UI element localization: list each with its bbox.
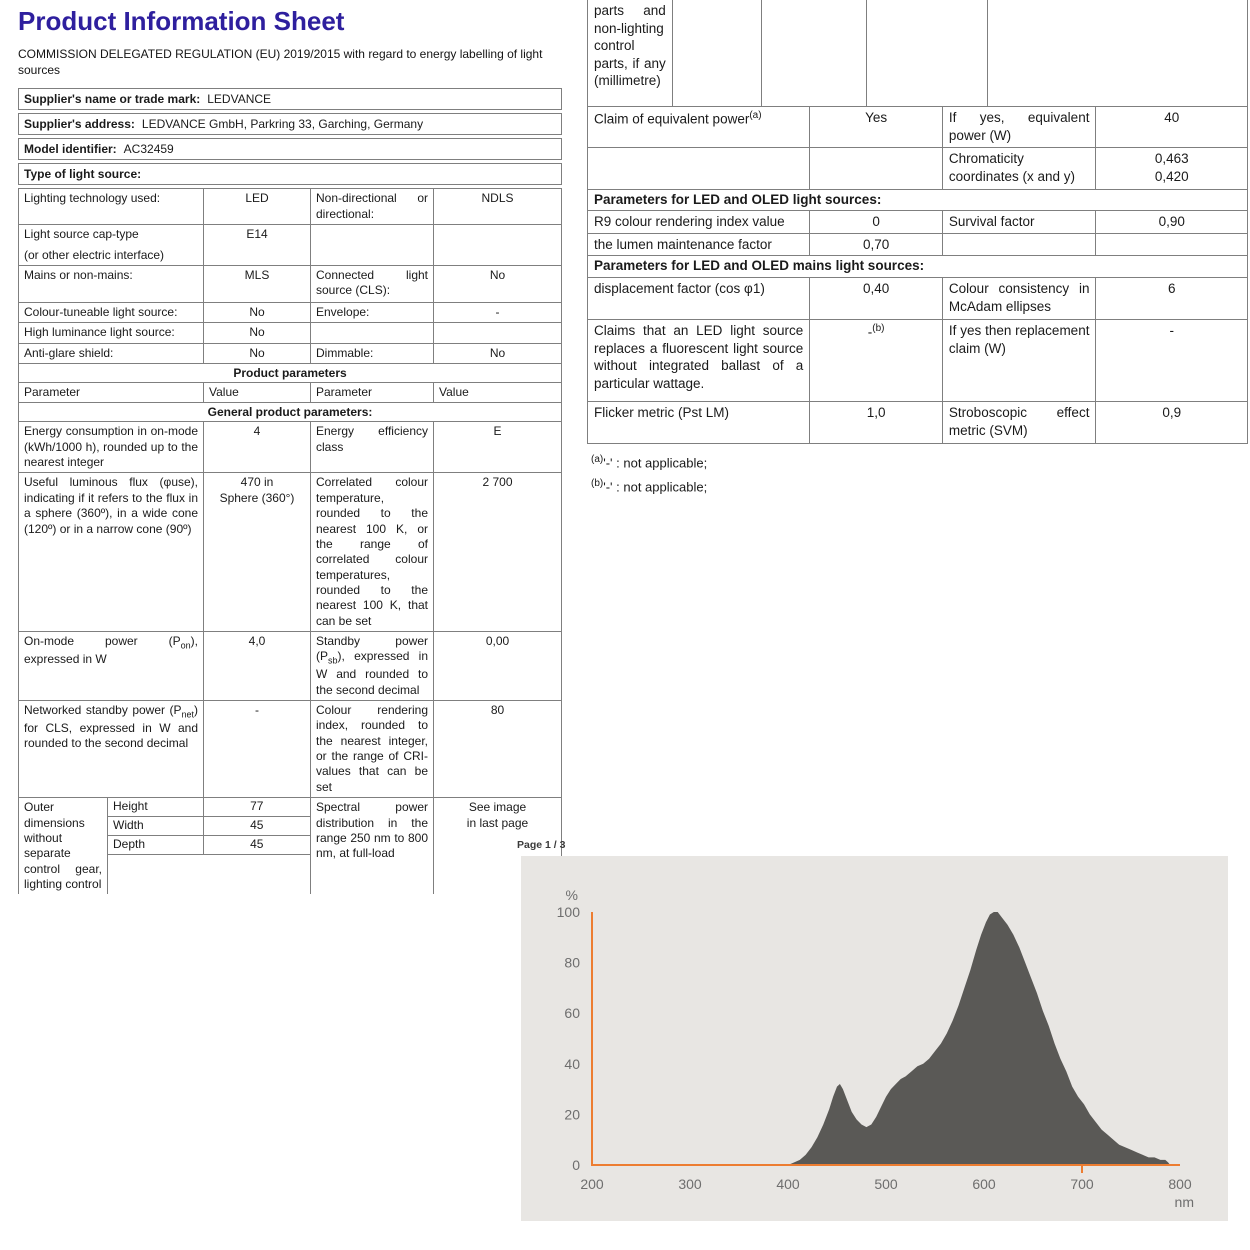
value-cell: E [493, 424, 502, 439]
table-row [588, 148, 1247, 190]
supplier-address-row [18, 113, 562, 135]
value-cell: - [495, 304, 500, 319]
footnote-a [591, 451, 1248, 475]
footnote-b [591, 475, 1248, 499]
param-cell: Colour-tuneable light source: [19, 303, 204, 322]
empty-cell [988, 0, 1247, 106]
cell-text-fragment: ) for CLS, expressed in W and rounded to the second decimal [24, 703, 198, 751]
value-cell: 0,00 [485, 634, 510, 649]
x-tick-label: 600 [972, 1176, 996, 1192]
cell-text-fragment: (or other electric interface) [24, 247, 165, 262]
value-cell: MLS [204, 266, 311, 302]
value-cell [1096, 148, 1247, 189]
value-cell: 0,90 [1158, 214, 1185, 229]
page-1 [18, 6, 562, 894]
value-cell: 1,0 [810, 402, 943, 443]
param-cell [19, 225, 204, 265]
param-cell: Spectral power distribution in the range 250 nm to 800 nm, at full-load [311, 798, 434, 894]
value-cell: 6 [1167, 281, 1176, 297]
table-row [19, 189, 561, 225]
table-row [588, 107, 1247, 148]
product-parameters-table [18, 188, 562, 894]
spd-area [788, 912, 1170, 1165]
subscript: net [181, 709, 194, 720]
param-cell: Colour rendering index, rounded to the nearest integer, or the range of CRI-values that can be set [311, 701, 434, 797]
subscript: sb [328, 655, 338, 666]
footnote-text: '-' : not applicable; [603, 455, 708, 471]
section-header-row [19, 364, 561, 383]
page-2 [587, 0, 1248, 499]
y-tick-label: 100 [556, 904, 580, 920]
cell-text-fragment: - [867, 324, 873, 340]
cell-text-fragment: 470 in [240, 475, 274, 490]
param-cell: Mains or non-mains: [19, 266, 204, 302]
value-cell: E14 [204, 225, 311, 265]
superscript: (a) [749, 110, 762, 121]
table-row [19, 701, 561, 798]
param-cell: Anti-glare shield: [19, 344, 204, 363]
supplier-name-value: LEDVANCE [207, 92, 272, 107]
dimension-value: 45 [250, 818, 264, 833]
x-tick-label: 300 [678, 1176, 702, 1192]
param-cell: If yes then replacement claim (W) [943, 320, 1097, 401]
param-cell: Stroboscopic effect metric (SVM) [943, 402, 1097, 443]
supplier-name-row [18, 88, 562, 110]
param-cell [311, 632, 434, 700]
value-cell: 80 [490, 703, 505, 717]
dimension-row [108, 836, 310, 855]
table-row-outer-dimensions [19, 798, 561, 894]
dimension-label: Depth [108, 836, 204, 854]
empty-cell [762, 0, 868, 106]
param-cell [311, 323, 434, 342]
x-tick-label: 200 [580, 1176, 604, 1192]
table-row [19, 473, 561, 632]
value-cell: 0,40 [810, 278, 943, 319]
param-cell [311, 225, 434, 265]
column-header: Parameter [311, 383, 434, 402]
param-cell: Flicker metric (Pst LM) [588, 402, 810, 443]
cell-text-fragment: 0,463 [1154, 151, 1189, 166]
value-cell: No [204, 344, 311, 363]
spd-chart-svg [521, 856, 1228, 1221]
value-cell: 4,0 [204, 632, 311, 700]
value-cell: No [204, 323, 311, 342]
empty-cell [673, 0, 762, 106]
value-cell: No [489, 267, 506, 282]
footnote-text: '-' : not applicable; [603, 479, 708, 495]
y-tick-label: 0 [572, 1157, 580, 1173]
param-cell: Correlated colour temperature, rounded to the nearest 100 K, or the range of correlated colour temperatures, rounded to the nearest 100 K, that can be set [311, 473, 434, 631]
empty-cell [588, 148, 810, 189]
type-of-light-source-row [18, 163, 562, 185]
empty-cell [867, 0, 988, 106]
y-tick-label: 20 [564, 1106, 580, 1123]
param-cell [19, 632, 204, 700]
value-cell: 0,9 [1162, 405, 1182, 421]
value-cell: 40 [1164, 110, 1180, 125]
page-number: Page 1 / 3 [517, 839, 566, 851]
dimension-label: Height [108, 798, 204, 816]
cell-text-fragment: 0,420 [1154, 168, 1189, 184]
empty-cell [943, 234, 1097, 256]
value-cell: - [204, 701, 311, 797]
cell-text-fragment: ), expressed in W and rounded to the second decimal [316, 649, 428, 697]
table-row [19, 422, 561, 473]
column-header: Value [204, 383, 311, 402]
page-title: Product Information Sheet [18, 6, 345, 36]
table-row [19, 344, 561, 364]
param-cell: Claims that an LED light source replaces a fluorescent light source without integrated ballast of a particular wattage. [588, 320, 810, 401]
param-cell: Colour consistency in McAdam ellipses [943, 278, 1097, 319]
dimensions-subtable [108, 798, 311, 894]
section-header: Parameters for LED and OLED light sources: [594, 192, 882, 207]
value-cell: 2 700 [482, 475, 513, 490]
table-row [19, 266, 561, 303]
type-of-light-source-label: Type of light source: [24, 167, 142, 182]
subscript: on [180, 640, 191, 651]
table-row [19, 323, 561, 343]
dimension-row [108, 817, 310, 836]
table-row-continuation [588, 0, 1247, 107]
empty-cell [1096, 234, 1247, 256]
value-cell: 4 [204, 422, 311, 472]
dimension-label: Width [108, 817, 204, 835]
param-cell: the lumen maintenance factor [588, 234, 810, 256]
y-tick-label: 60 [564, 1005, 580, 1022]
value-cell: NDLS [481, 191, 514, 206]
param-cell: High luminance light source: [19, 323, 204, 342]
table-row [588, 211, 1247, 234]
cell-text-fragment: On-mode power (P [24, 634, 181, 649]
empty-cell [810, 148, 943, 189]
y-tick-label: 80 [564, 954, 580, 971]
param-cell: Non-directional or directional: [311, 189, 434, 224]
cell-text-fragment: See image [468, 800, 527, 815]
model-identifier-row [18, 138, 562, 160]
param-cell [588, 107, 810, 147]
param-cell: If yes, equivalent power (W) [943, 107, 1097, 147]
table-row [588, 402, 1247, 444]
param-cell: Useful luminous flux (φuse), indicating if it refers to the flux in a sphere (360º), in a wide cone (120º) or in a narrow cone (90º) [19, 473, 204, 631]
supplier-name-label: Supplier's name or trade mark: [24, 92, 201, 107]
param-cell: Outer dimensions without separate control gear, lighting control [19, 798, 108, 894]
param-cell: R9 colour rendering index value [588, 211, 810, 233]
param-cell: Dimmable: [311, 344, 434, 363]
dimension-value: 77 [250, 799, 264, 814]
value-cell: 0,70 [810, 234, 943, 256]
model-identifier-label: Model identifier: [24, 142, 117, 157]
column-header: Value [439, 384, 469, 399]
dimension-row [108, 798, 310, 817]
cell-text-fragment: Light source cap-type [24, 227, 139, 242]
value-cell [434, 323, 561, 342]
x-tick-label: 800 [1168, 1176, 1192, 1192]
x-tick-label: 700 [1070, 1176, 1094, 1192]
product-parameters-table-continued [587, 0, 1248, 444]
x-tick-label: 500 [874, 1176, 898, 1192]
section-header-row [588, 190, 1247, 211]
table-row [19, 225, 561, 266]
param-cell: Energy consumption in on-mode (kWh/1000 h), rounded up to the nearest integer [19, 422, 204, 472]
cell-text-fragment: in last page [466, 815, 529, 830]
cell-text-fragment: ), expressed in W [24, 634, 198, 666]
param-cell: Chromaticity coordinates (x and y) [943, 148, 1097, 189]
x-tick-label: 400 [776, 1176, 800, 1192]
param-cell: parts and non-lighting control parts, if any (millimetre) [588, 0, 673, 106]
y-axis-unit-label: % [565, 887, 578, 903]
cell-text-fragment: Networked standby power (P [24, 703, 182, 717]
supplier-address-value: LEDVANCE GmbH, Parkring 33, Garching, Germany [141, 117, 424, 132]
table-row [588, 278, 1247, 320]
value-cell: LED [204, 189, 311, 224]
cell-text-fragment: Standby power (P [316, 634, 428, 664]
value-cell: No [489, 345, 506, 360]
param-cell: Connected light source (CLS): [311, 266, 434, 302]
section-header: Parameters for LED and OLED mains light sources: [594, 258, 925, 274]
dimension-value: 45 [250, 837, 264, 852]
value-cell [810, 320, 943, 401]
cell-text-fragment: Sphere (360°) [219, 490, 295, 505]
regulation-text: COMMISSION DELEGATED REGULATION (EU) 2019/2015 with regard to energy labelling of light sources [18, 47, 543, 77]
superscript: (b) [591, 478, 604, 490]
superscript: (a) [591, 454, 604, 466]
value-cell: 0 [810, 211, 943, 233]
param-cell [19, 701, 204, 797]
table-row [19, 632, 561, 701]
param-cell: Survival factor [943, 211, 1097, 233]
section-header: General product parameters: [207, 405, 373, 420]
param-cell: Lighting technology used: [19, 189, 204, 224]
param-cell: Envelope: [311, 303, 434, 322]
param-cell: Energy efficiency class [311, 422, 434, 472]
value-cell: - [1169, 323, 1174, 339]
section-header: Product parameters [233, 365, 347, 380]
spectral-power-distribution-chart [521, 856, 1228, 1221]
param-cell: displacement factor (cos φ1) [588, 278, 810, 319]
table-row [588, 320, 1247, 402]
value-cell: Yes [810, 107, 943, 147]
section-header-row [19, 403, 561, 422]
value-cell [434, 225, 561, 265]
footnotes [587, 451, 1248, 499]
column-header-row [19, 383, 561, 403]
superscript: (b) [872, 323, 885, 335]
cell-text-fragment: Claim of equivalent power [594, 111, 750, 127]
value-cell: No [204, 303, 311, 322]
table-row [19, 303, 561, 323]
section-header-row [588, 256, 1247, 278]
model-identifier-value: AC32459 [123, 142, 174, 157]
x-axis-unit-label: nm [1174, 1194, 1194, 1210]
table-row [588, 234, 1247, 257]
supplier-address-label: Supplier's address: [24, 117, 135, 132]
column-header: Parameter [19, 383, 204, 402]
value-cell [204, 473, 311, 631]
y-tick-label: 40 [564, 1055, 580, 1072]
